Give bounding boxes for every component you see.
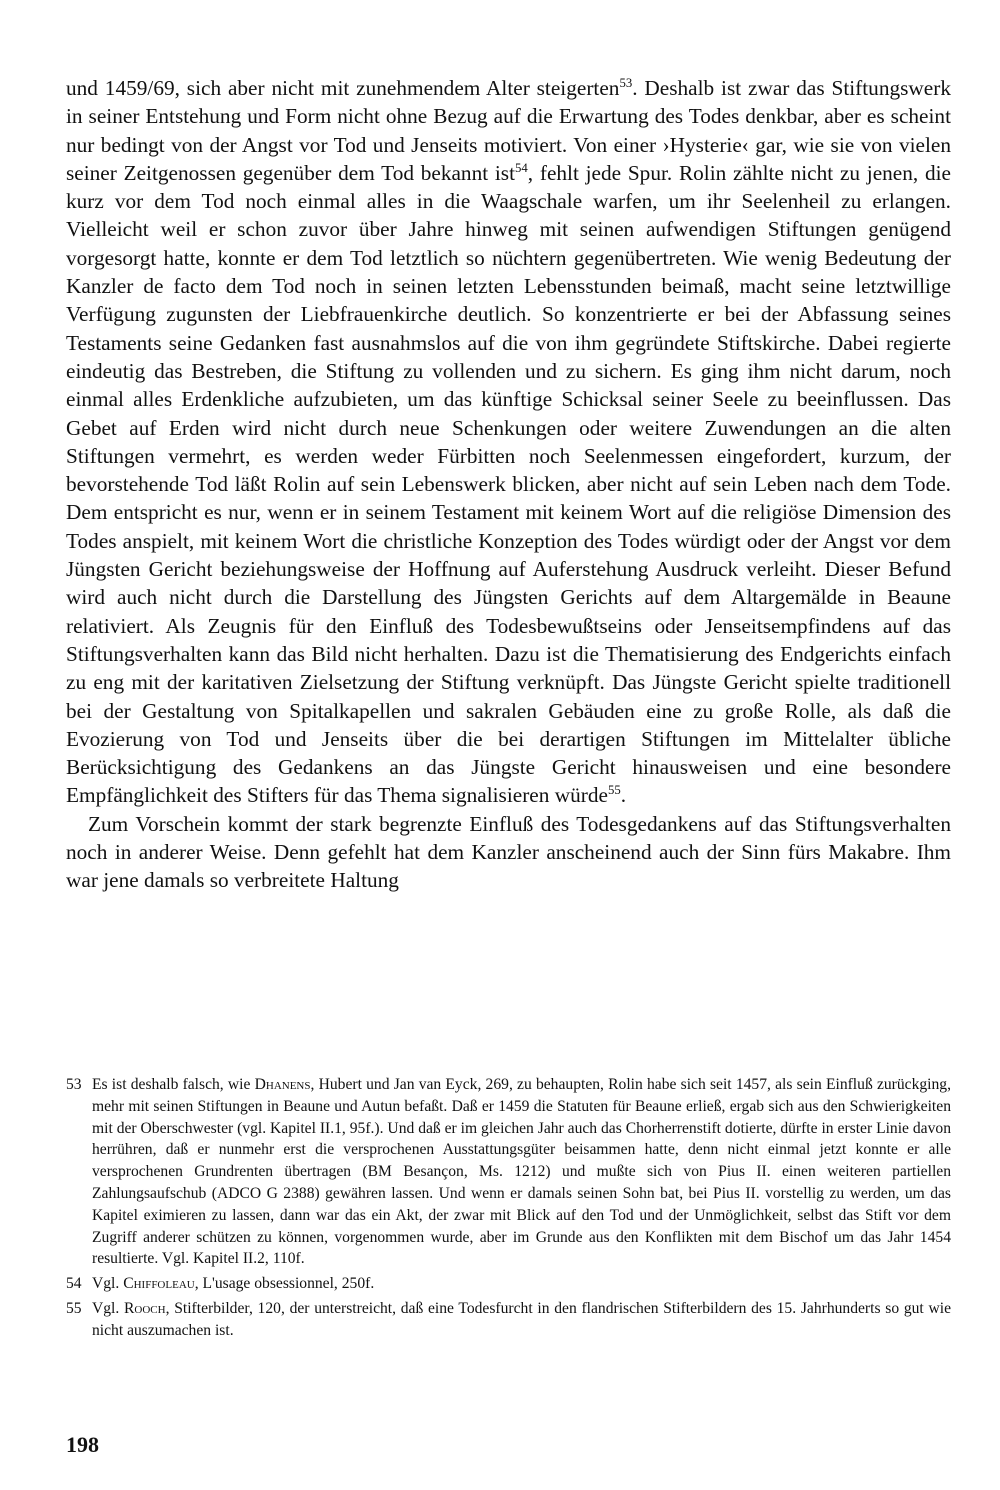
footnote-text (92, 1273, 951, 1295)
footnote-number: 55 (66, 1299, 82, 1317)
paragraph (66, 74, 951, 810)
main-text (66, 74, 951, 895)
text-run: , fehlt jede Spur. Rolin zählte nicht zu jenen, die kurz vor dem Tod noch einmal alles in die Waagschale warfen, um ihr Seelenheil zu erlangen. Vielleicht weil er schon zuvor über Jahre hinweg mit seinen aufwendigen Stiftungen genügend vorgesorgt hatte, konnte er dem Tod letztlich so nüchtern gegenübertreten. Wie wenig Bedeutung der Kanzler de facto dem Tod noch in seinen letzten Lebensstunden beimaß, macht seine letztwillige Verfügung zugunsten der Liebfrauenkirche deutlich. So konzentrierte er bei der Abfassung seines Testaments seine Gedanken fast ausnahmslos auf die von ihm gegründete Stiftskirche. Dabei regierte eindeutig das Bestreben, die Stiftung zu vollenden und zu sichern. Es ging ihm nicht darum, noch einmal alles Erdenkliche aufzubieten, um das künftige Schicksal seiner Seele zu beeinflussen. Das Gebet auf Erden wird nicht durch neue Schenkungen oder weitere Zuwendungen an die alten Stiftungen vermehrt, es werden weder Fürbitten noch Seelenmessen eingefordert, kurzum, der bevorstehende Tod läßt Rolin auf sein Lebenswerk blicken, aber nicht auf sein Leben nach dem Tode. Dem entspricht es nur, wenn er in seinem Testament mit keinem Wort auf die religiöse Dimension des Todes anspielt, mit keinem Wort die christliche Konzeption des Todes würdigt oder der Angst vor dem Jüngsten Gericht beziehungsweise der Hoffnung auf Auferstehung Ausdruck verleiht. Dieser Befund wird auch nicht durch die Darstellung des Jüngsten Gerichts auf dem Altargemälde in Beaune relativiert. Als Zeugnis für den Einfluß des Todesbewußtseins oder Jenseitsempfindens auf das Stiftungsverhalten kann das Bild nicht herhalten. Dazu ist die Thematisierung des Endgerichts einfach zu eng mit der karitativen Zielsetzung der Stiftung verknüpft. Das Jüngste Gericht spielte traditionell bei der Gestaltung von Spitalkapellen und sakralen Gebäuden eine zu große Rolle, als daß die Evozierung von Tod und Jenseits über die bei derartigen Stiftungen im Mittelalter übliche Berücksichtigung des Gedankens an das Jüngste Gericht hinausweisen und eine besondere Empfänglichkeit des Stifters für das Thema signalisieren würde (66, 160, 951, 808)
footnote (66, 1298, 951, 1342)
footnote-ref: 55 (607, 783, 621, 798)
footnotes (66, 1074, 951, 1345)
footnote-text (92, 1074, 951, 1270)
text-run: Vgl. (92, 1275, 124, 1293)
paragraph (66, 810, 951, 895)
text-run: , Hubert und Jan van Eyck, 269, zu behaupten, Rolin habe sich seit 1457, als sein Einfluß zurückging, mehr mit seinen Stiftungen in Beaune und Autun befaßt. Daß er 1459 die Statuten für Beaune erließ, ergab sich aus den Schwierigkeiten mit der Oberschwester (vgl. Kapitel II.1, 95f.). Und daß er im gleichen Jahr auch das Chorherrenstift dotierte, dürfte in erster Linie davon herrühren, daß er nunmehr erst die versprochenen Ausstattungsgüter beisammen hatte, denn nicht einmal jetzt konnte er alle versprochenen Grundrenten übertragen (BM Besançon, Ms. 1212) und mußte sich von Pius II. einen weiteren partiellen Zahlungsaufschub (ADCO G 2388) gewähren lassen. Und wenn er damals seinen Sohn bat, bei Pius II. vorstellig zu werden, um das Kapitel eximieren zu lassen, dann war das ein Akt, der zwar mit Blick auf den Tod und der Unmöglichkeit, selbst das Stift vor dem Zugriff anderer schützen zu können, vorgenommen wurde, aber im Grunde aus den Konflikten mit dem Bischof um das Jahr 1454 resultierte. Vgl. Kapitel II.2, 110f. (92, 1076, 951, 1268)
footnote-number: 53 (66, 1076, 82, 1093)
page-number: 198 (66, 1432, 99, 1457)
text-run: Vgl. (92, 1299, 125, 1317)
author-name: Dhanens (254, 1076, 311, 1093)
footnote-number: 54 (66, 1275, 82, 1293)
text-run: . (620, 783, 627, 808)
author-name: Rooch (124, 1299, 166, 1317)
text-run: Zum Vorschein kommt der stark begrenzte Einfluß des Todesgedankens auf das Stiftungsverhalten noch in anderer Weise. Denn gefehlt hat dem Kanzler anscheinend auch der Sinn fürs Makabre. Ihm war jene damals so verbreitete Haltung (66, 811, 951, 893)
text-run: Es ist deshalb falsch, wie (92, 1076, 255, 1093)
author-name: Chiffoleau (123, 1275, 195, 1293)
text-run: und 1459/69, sich aber nicht mit zunehmendem Alter steigerten (66, 76, 620, 100)
text-run: , L'usage obsessionnel, 250f. (194, 1275, 375, 1293)
footnote-ref: 54 (515, 160, 528, 175)
footnote-ref: 53 (619, 75, 633, 90)
footnote (66, 1273, 951, 1295)
footnote (66, 1074, 951, 1270)
footnote-text (92, 1298, 951, 1342)
text-run: , Stifterbilder, 120, der unterstreicht, daß eine Todesfurcht in den flandrischen Stifterbildern des 15. Jahrhunderts so gut wie nicht auszumachen ist. (92, 1299, 952, 1339)
text-run: . Deshalb ist zwar das Stiftungswerk in seiner Entstehung und Form nicht ohne Bezug auf die Erwartung des Todes denkbar, aber es scheint nur bedingt von der Angst vor Tod und Jenseits motiviert. Von einer ›Hysterie‹ gar, wie sie von vielen seiner Zeitgenossen gegenüber dem Tod bekannt ist (66, 76, 951, 185)
